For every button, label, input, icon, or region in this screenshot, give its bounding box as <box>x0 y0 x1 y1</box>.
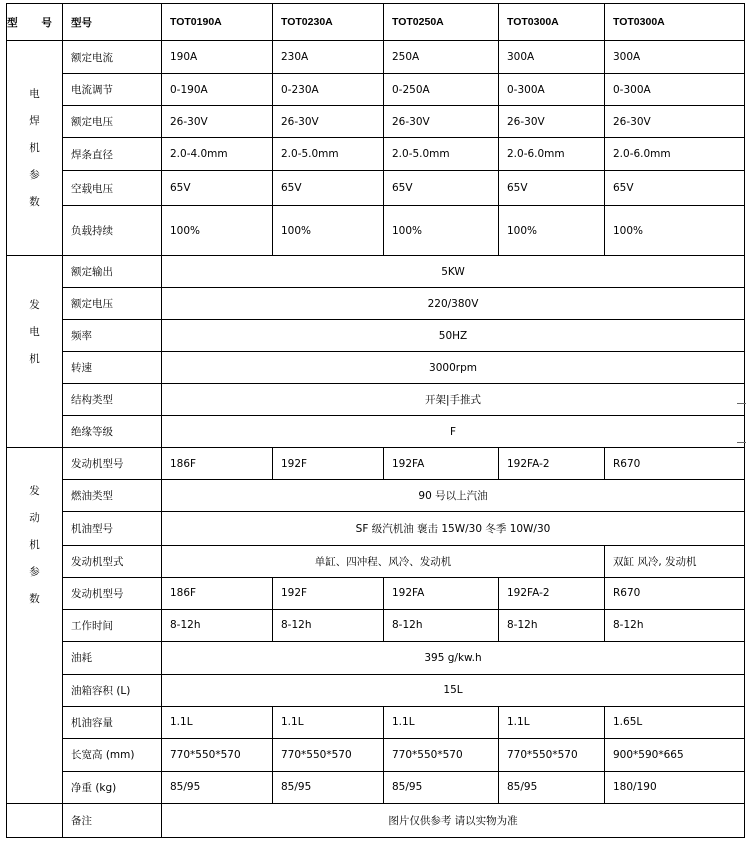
cell-value: 2.0-4.0mm <box>162 138 273 171</box>
cell-value: 300A <box>605 41 745 74</box>
section-char: 机 <box>29 141 40 154</box>
table-row <box>7 577 745 609</box>
cell-value: 8-12h <box>162 609 273 641</box>
section-char: 参 <box>29 168 40 181</box>
edge-mark <box>737 403 746 404</box>
cell-value-merged: 开架|手推式 <box>162 384 745 416</box>
section-char: 数 <box>29 593 40 606</box>
cell-value: 1.1L <box>162 706 273 738</box>
cell-value: 192FA-2 <box>499 577 605 609</box>
row-label: 备注 <box>63 803 162 837</box>
model-header-1: TOT0190A <box>162 4 273 41</box>
cell-value: 65V <box>384 171 499 206</box>
table-row <box>7 803 745 837</box>
table-row <box>7 320 745 352</box>
row-label: 额定电流 <box>63 41 162 74</box>
table-row <box>7 74 745 106</box>
cell-value: 192F <box>273 577 384 609</box>
cell-value: 0-300A <box>605 74 745 106</box>
row-label: 机油型号 <box>63 512 162 545</box>
header-title: 型 号 <box>7 4 63 41</box>
table-row <box>7 641 745 674</box>
cell-value: 100% <box>605 206 745 256</box>
edge-mark <box>737 442 746 443</box>
cell-value: 65V <box>273 171 384 206</box>
row-label: 额定电压 <box>63 106 162 138</box>
row-label: 燃油类型 <box>63 480 162 512</box>
table-row <box>7 738 745 771</box>
cell-value: 0-190A <box>162 74 273 106</box>
cell-value: 26-30V <box>273 106 384 138</box>
cell-value-merged: 单缸、四冲程、风冷、发动机 <box>162 545 605 577</box>
cell-value: 2.0-5.0mm <box>273 138 384 171</box>
cell-value: 770*550*570 <box>273 738 384 771</box>
table-row <box>7 171 745 206</box>
cell-value: 770*550*570 <box>384 738 499 771</box>
model-header-4: TOT0300A <box>499 4 605 41</box>
table-row <box>7 480 745 512</box>
cell-value-merged: 50HZ <box>162 320 745 352</box>
row-label: 空载电压 <box>63 171 162 206</box>
cell-value-merged: SF 级汽机油 褒击 15W/30 冬季 10W/30 <box>162 512 745 545</box>
model-header-3: TOT0250A <box>384 4 499 41</box>
section-char: 数 <box>29 195 40 208</box>
row-label: 净重 (kg) <box>63 771 162 803</box>
row-label: 电流调节 <box>63 74 162 106</box>
cell-value: 0-230A <box>273 74 384 106</box>
row-label: 长宽高 (mm) <box>63 738 162 771</box>
cell-value: R670 <box>605 577 745 609</box>
cell-value: 85/95 <box>273 771 384 803</box>
cell-value: 26-30V <box>162 106 273 138</box>
table-row <box>7 545 745 577</box>
model-header-5: TOT0300A <box>605 4 745 41</box>
table-row <box>7 138 745 171</box>
row-label: 额定电压 <box>63 288 162 320</box>
cell-value: R670 <box>605 448 745 480</box>
cell-value-merged: 220/380V <box>162 288 745 320</box>
table-row <box>7 512 745 545</box>
cell-value: 2.0-6.0mm <box>499 138 605 171</box>
row-label: 绝缘等级 <box>63 416 162 448</box>
cell-value: 85/95 <box>162 771 273 803</box>
cell-value: 85/95 <box>384 771 499 803</box>
cell-value: 26-30V <box>384 106 499 138</box>
cell-value: 180/190 <box>605 771 745 803</box>
cell-value: 250A <box>384 41 499 74</box>
cell-value: 100% <box>499 206 605 256</box>
row-label: 频率 <box>63 320 162 352</box>
row-label: 发动机型号 <box>63 448 162 480</box>
cell-value: 2.0-6.0mm <box>605 138 745 171</box>
cell-value: 26-30V <box>605 106 745 138</box>
table-row <box>7 352 745 384</box>
spec-table <box>6 3 745 838</box>
model-header-2: TOT0230A <box>273 4 384 41</box>
cell-value: 0-250A <box>384 74 499 106</box>
section-label-generator <box>7 256 63 448</box>
cell-value: 8-12h <box>605 609 745 641</box>
table-row <box>7 416 745 448</box>
section-char: 电 <box>29 326 40 339</box>
cell-value-merged: 3000rpm <box>162 352 745 384</box>
empty-cell <box>7 803 63 837</box>
cell-value: 65V <box>162 171 273 206</box>
cell-value: 2.0-5.0mm <box>384 138 499 171</box>
section-char: 参 <box>29 566 40 579</box>
header-label: 型号 <box>63 4 162 41</box>
cell-value: 65V <box>605 171 745 206</box>
cell-value: 1.65L <box>605 706 745 738</box>
cell-value: 8-12h <box>499 609 605 641</box>
table-row <box>7 448 745 480</box>
cell-value: 0-300A <box>499 74 605 106</box>
table-row <box>7 706 745 738</box>
row-label: 负载持续 <box>63 206 162 256</box>
cell-value: 8-12h <box>384 609 499 641</box>
section-label-welder <box>7 41 63 256</box>
cell-value: 300A <box>499 41 605 74</box>
cell-value: 192FA <box>384 577 499 609</box>
cell-value-merged: 15L <box>162 674 745 706</box>
table-row <box>7 609 745 641</box>
table-row <box>7 206 745 256</box>
cell-value: 186F <box>162 448 273 480</box>
cell-value: 192F <box>273 448 384 480</box>
cell-value: 192FA-2 <box>499 448 605 480</box>
section-char: 焊 <box>29 114 40 127</box>
cell-value: 190A <box>162 41 273 74</box>
table-row <box>7 106 745 138</box>
cell-value: 900*590*665 <box>605 738 745 771</box>
cell-value: 186F <box>162 577 273 609</box>
section-char: 发 <box>29 485 40 498</box>
section-char: 动 <box>29 512 40 525</box>
cell-value: 双缸 风冷, 发动机 <box>605 545 745 577</box>
section-char: 机 <box>29 539 40 552</box>
cell-value-merged: F <box>162 416 745 448</box>
row-label: 油箱容积 (L) <box>63 674 162 706</box>
cell-value: 1.1L <box>499 706 605 738</box>
row-label: 发动机型式 <box>63 545 162 577</box>
row-label: 工作时间 <box>63 609 162 641</box>
cell-value: 230A <box>273 41 384 74</box>
row-label: 结构类型 <box>63 384 162 416</box>
row-label: 额定输出 <box>63 256 162 288</box>
header-row <box>7 4 745 41</box>
cell-value: 26-30V <box>499 106 605 138</box>
remarks-value: 图片仅供参考 请以实物为准 <box>162 803 745 837</box>
row-label: 焊条直径 <box>63 138 162 171</box>
cell-value: 85/95 <box>499 771 605 803</box>
row-label: 转速 <box>63 352 162 384</box>
cell-value: 100% <box>384 206 499 256</box>
table-row <box>7 674 745 706</box>
cell-value: 100% <box>273 206 384 256</box>
table-row <box>7 384 745 416</box>
section-char: 发 <box>29 299 40 312</box>
section-char: 机 <box>29 353 40 366</box>
section-label-engine <box>7 448 63 803</box>
row-label: 发动机型号 <box>63 577 162 609</box>
cell-value-merged: 395 g/kw.h <box>162 641 745 674</box>
cell-value: 192FA <box>384 448 499 480</box>
cell-value-merged: 5KW <box>162 256 745 288</box>
row-label: 油耗 <box>63 641 162 674</box>
cell-value: 65V <box>499 171 605 206</box>
table-row <box>7 256 745 288</box>
cell-value: 1.1L <box>273 706 384 738</box>
cell-value: 770*550*570 <box>162 738 273 771</box>
row-label: 机油容量 <box>63 706 162 738</box>
table-row <box>7 771 745 803</box>
section-char: 电 <box>29 87 40 100</box>
cell-value: 1.1L <box>384 706 499 738</box>
cell-value: 100% <box>162 206 273 256</box>
cell-value: 8-12h <box>273 609 384 641</box>
cell-value: 770*550*570 <box>499 738 605 771</box>
cell-value-merged: 90 号以上汽油 <box>162 480 745 512</box>
table-row <box>7 41 745 74</box>
table-row <box>7 288 745 320</box>
